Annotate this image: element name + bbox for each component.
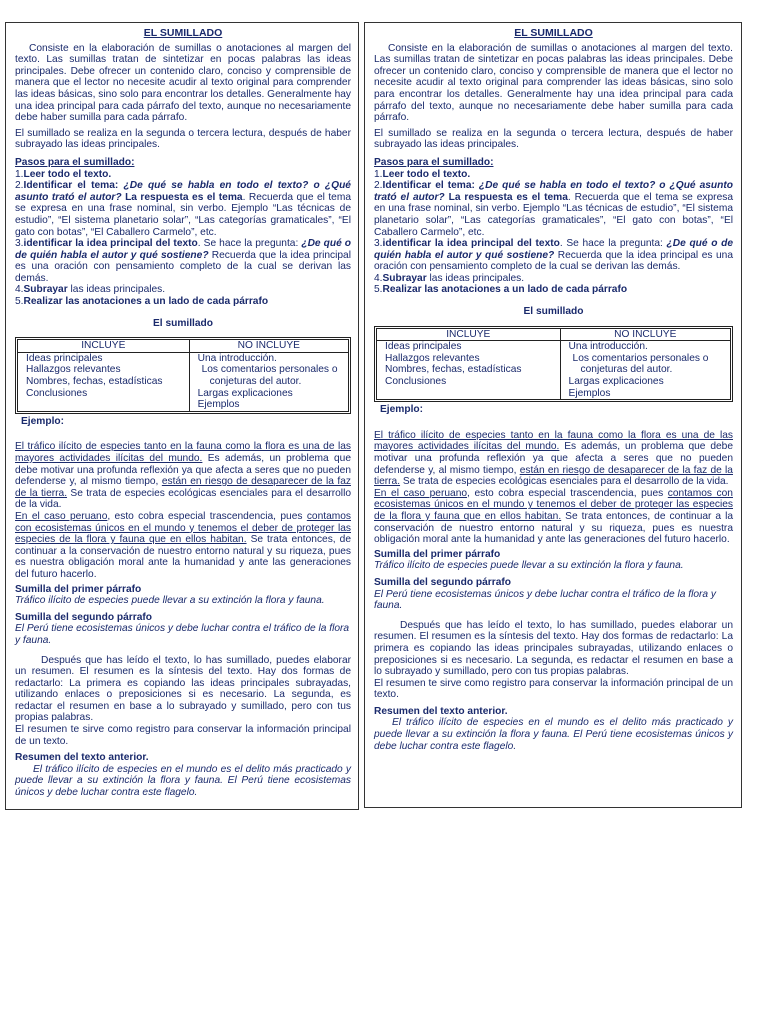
step-2-answer: La respuesta es el tema xyxy=(448,191,568,203)
step-1: 1.Leer todo el texto. xyxy=(15,168,112,180)
header-no-incluye: NO INCLUYE xyxy=(561,329,730,342)
example-text: , esto cobra especial trascendencia, pues xyxy=(107,510,303,522)
step-2-question: ¿De qué se habla en todo el texto? o ¿Qué asunto trató el autor? xyxy=(374,180,733,203)
right-page-panel xyxy=(364,22,742,808)
underlined-main-idea: contamos con ecosistemas únicos en el mundo y tenemos el deber de proteger las especies de la flora y fauna que en ellos habitan. xyxy=(15,510,351,546)
step-1-text: Leer todo el texto. xyxy=(382,168,471,180)
sumillado-table xyxy=(15,337,351,414)
no-incluye-item: conjeturas del autor. xyxy=(209,376,302,388)
no-incluye-item: Largas explicaciones xyxy=(568,376,664,388)
header-incluye: INCLUYE xyxy=(18,340,190,353)
example-text: Es además, un problema que debe motivar una profunda reflexión ya que afecta a seres que no pueden defenderse y, al mismo tiempo, xyxy=(15,453,351,488)
example-text: , esto cobra especial trascendencia, pues xyxy=(467,487,664,499)
intro-paragraph: Consiste en la elaboración de sumillas o anotaciones al margen del texto. Las sumillas tratan de sintetizar en pocas palabras las ideas principales. Debe ofrecer un contenido claro, conciso y comprensible de manera que el lector no necesite acudir al texto original para comprender las ideas básicas, sino solo para encontrar los detalles. Generalmente hay una idea principal para cada párrafo del texto, aunque no necesariamente debe haber sumilla para cada párrafo. xyxy=(15,42,351,124)
no-incluye-item: Los comentarios personales o xyxy=(201,364,338,376)
no-incluye-item: Los comentarios personales o xyxy=(572,352,709,364)
step-2-detail: . Recuerda que el tema se expresa en una frase nominal, sin verbo. Ejemplo “Las técnicas de estudio”, “El sistema planetario solar”, “Las categorías gramaticales”, “El gato con botas”, “El Caballero Carmelo”, etc. xyxy=(15,191,351,238)
underlined-idea: están en riesgo de desaparecer de la faz de la tierra. xyxy=(374,464,733,488)
no-incluye-list xyxy=(561,341,730,399)
summary-1-label: Sumilla del primer párrafo xyxy=(374,548,501,560)
step-4-label: Subrayar xyxy=(23,284,68,296)
incluye-list xyxy=(18,353,190,411)
no-incluye-list xyxy=(190,353,348,411)
underlined-idea: En el caso peruano xyxy=(374,487,468,499)
resumen-text: El tráfico ilícito de especies en el mundo es el delito más practicado y puede llevar a su extinción la flora y fauna. El Perú tiene ecosistemas únicos y debe luchar contra este flagelo. xyxy=(15,763,351,799)
steps-heading: Pasos para el sumillado: xyxy=(15,156,135,168)
underlined-main-idea: El tráfico ilícito de especies tanto en la fauna como la flora es una de las mayores actividades ilícitas del mundo. xyxy=(15,441,351,464)
summary-1-text: Tráfico ilícito de especies puede llevar a su extinción la flora y fauna. xyxy=(15,595,325,607)
step-3: 3.identificar la idea principal del texto. Se hace la pregunta: ¿De qué o de quién habla el autor y qué sostiene? Recuerda que la idea principal es una oración con pensamiento completo de la cual se derivan las demás. xyxy=(374,238,733,273)
step-5-text: Realizar las anotaciones a un lado de cada párrafo xyxy=(23,296,269,308)
underlined-idea: están en riesgo de desaparecer de la faz de la tierra. xyxy=(15,476,351,499)
step-4-detail: las ideas principales. xyxy=(429,272,525,284)
after-paragraph-2: El resumen te sirve como registro para conservar la información principal de un texto. xyxy=(374,677,733,701)
example-text: Se trata de especies ecológicas esenciales para el desarrollo de la vida. xyxy=(402,476,729,488)
document-column xyxy=(15,28,351,799)
step-4: 4.Subrayar las ideas principales. xyxy=(15,284,166,296)
step-3-prompt: . Se hace la pregunta: xyxy=(559,238,663,250)
example-paragraph-2 xyxy=(15,511,351,581)
summary-2-label: Sumilla del segundo párrafo xyxy=(374,576,511,588)
no-incluye-item: Ejemplos xyxy=(568,387,611,399)
underlined-idea: En el caso peruano xyxy=(15,510,108,522)
incluye-list xyxy=(377,341,561,399)
example-label: Ejemplo: xyxy=(380,404,424,416)
step-1-text: Leer todo el texto. xyxy=(23,168,112,180)
left-page-panel xyxy=(5,22,359,810)
example-paragraph-1 xyxy=(15,441,351,511)
summary-2-label: Sumilla del segundo párrafo xyxy=(15,611,152,623)
step-2-label: Identificar el tema: xyxy=(382,180,475,192)
resumen-label: Resumen del texto anterior. xyxy=(374,705,508,717)
incluye-item: Conclusiones xyxy=(385,376,447,388)
header-incluye: INCLUYE xyxy=(377,329,561,342)
incluye-item: Ideas principales xyxy=(385,341,462,353)
second-paragraph: El sumillado se realiza en la segunda o tercera lectura, después de haber subrayado las ideas principales. xyxy=(15,127,351,151)
step-4: 4.Subrayar las ideas principales. xyxy=(374,272,525,284)
summary-2-text: El Perú tiene ecosistemas únicos y debe luchar contra el tráfico de la flora y fauna. xyxy=(374,588,717,612)
example-label: Ejemplo: xyxy=(21,415,65,427)
step-2: 2.Identificar el tema: ¿De qué se habla en todo el texto? o ¿Qué asunto trató el autor? La respuesta es el tema. Recuerda que el tema se expresa en una frase nominal, sin verbo. Ejemplo “Las técnicas de estudio”, “El sistema planetario solar”, “Las categorías gramaticales”, “El gato con botas”, “El Caballero Carmelo”, etc. xyxy=(15,180,351,238)
resumen-label: Resumen del texto anterior. xyxy=(15,752,149,764)
no-incluye-item: Una introducción. xyxy=(197,352,277,364)
document-title: EL SUMILLADO xyxy=(514,27,593,39)
incluye-item: Conclusiones xyxy=(26,387,88,399)
document-title: EL SUMILLADO xyxy=(143,27,223,39)
summary-1-text: Tráfico ilícito de especies puede llevar a su extinción la flora y fauna. xyxy=(374,560,684,572)
no-incluye-item: Ejemplos xyxy=(197,399,240,411)
step-4-detail: las ideas principales. xyxy=(70,284,166,296)
intro-paragraph: Consiste en la elaboración de sumillas o anotaciones al margen del texto. Las sumillas tratan de sintetizar en pocas palabras las ideas principales. Debe ofrecer un contenido claro, conciso y comprensible de manera que el lector no necesite acudir al texto original para comprender las ideas básicas, sino solo para encontrar los detalles. Generalmente hay una idea principal para cada párrafo del texto, aunque no necesariamente debe haber sumilla para cada párrafo. xyxy=(374,42,733,124)
step-5-text: Realizar las anotaciones a un lado de cada párrafo xyxy=(382,284,628,296)
steps-heading: Pasos para el sumillado: xyxy=(374,156,494,168)
example-text: Se trata entonces, de continuar a la conservación de nuestro entorno natural y su riqueza, pues es nuestra obligación moral ante la humanidad y ante las generaciones del futuro hacerlo. xyxy=(15,534,351,580)
resumen-text: El tráfico ilícito de especies en el mundo es el delito más practicado y puede llevar a su extinción la flora y fauna. El Perú tiene ecosistemas únicos y debe luchar contra este flagelo. xyxy=(374,717,733,752)
document-column xyxy=(374,28,733,752)
step-2-label: Identificar el tema: xyxy=(23,180,119,192)
example-paragraph-2 xyxy=(374,488,733,546)
step-2-answer: La respuesta es el tema xyxy=(125,191,243,203)
summary-1-label: Sumilla del primer párrafo xyxy=(15,583,142,595)
step-3-prompt: . Se hace la pregunta: xyxy=(197,238,299,250)
underlined-main-idea: El tráfico ilícito de especies tanto en la fauna como la flora es una de las mayores actividades ilícitas del mundo. xyxy=(374,429,733,453)
no-incluye-item: conjeturas del autor. xyxy=(580,364,673,376)
step-2-detail: . Recuerda que el tema se expresa en una frase nominal, sin verbo. Ejemplo “Las técnicas de estudio”, “El sistema planetario solar”, “Las categorías gramaticales”, “El gato con botas”, “El Caballero Carmelo”, etc. xyxy=(374,191,733,238)
second-paragraph: El sumillado se realiza en la segunda o tercera lectura, después de haber subrayado las ideas principales. xyxy=(374,127,733,151)
sumillado-table xyxy=(374,326,733,403)
summary-2-text: El Perú tiene ecosistemas únicos y debe luchar contra el tráfico de la flora y fauna. xyxy=(15,623,350,646)
step-5: 5.Realizar las anotaciones a un lado de cada párrafo xyxy=(374,284,628,296)
header-no-incluye: NO INCLUYE xyxy=(190,340,348,353)
no-incluye-item: Una introducción. xyxy=(568,341,648,353)
table-title: El sumillado xyxy=(523,306,584,318)
incluye-item: Ideas principales xyxy=(26,352,103,364)
step-3-detail: Recuerda que la idea principal es una oración con pensamiento completo de la cual se derivan las demás. xyxy=(15,249,351,284)
example-text: Es además, un problema que debe motivar una profunda reflexión ya que afecta a seres que no pueden defenderse y, al mismo tiempo, xyxy=(374,441,733,476)
step-3-question: ¿De qué o de quién habla el autor y qué sostiene? xyxy=(15,238,351,261)
step-3-question: ¿De qué o de quién habla el autor y qué sostiene? xyxy=(374,238,733,261)
left-page-content xyxy=(15,28,351,799)
example-paragraph-1 xyxy=(374,430,733,488)
table-title: El sumillado xyxy=(152,317,213,329)
step-5: 5.Realizar las anotaciones a un lado de cada párrafo xyxy=(15,296,269,308)
step-3-detail: Recuerda que la idea principal es una oración con pensamiento completo de la cual se derivan las demás. xyxy=(374,249,733,273)
underlined-main-idea: contamos con ecosistemas únicos en el mundo y tenemos el deber de proteger las especies de la flora y fauna que en ellos habitan. xyxy=(374,487,733,522)
incluye-item: Hallazgos relevantes xyxy=(385,352,480,364)
step-3: 3.identificar la idea principal del texto. Se hace la pregunta: ¿De qué o de quién habla el autor y qué sostiene? Recuerda que la idea principal es una oración con pensamiento completo de la cual se derivan las demás. xyxy=(15,238,351,284)
step-2-question: ¿De qué se habla en todo el texto? o ¿Qué asunto trató el autor? xyxy=(15,180,351,203)
incluye-item: Nombres, fechas, estadísticas xyxy=(385,364,522,376)
step-2: 2.Identificar el tema: ¿De qué se habla en todo el texto? o ¿Qué asunto trató el autor? La respuesta es el tema. Recuerda que el tema se expresa en una frase nominal, sin verbo. Ejemplo “Las técnicas de estudio”, “El sistema planetario solar”, “Las categorías gramaticales”, “El gato con botas”, “El Caballero Carmelo”, etc. xyxy=(374,180,733,238)
step-1: 1.Leer todo el texto. xyxy=(374,168,471,180)
step-3-label: identificar la idea principal del texto xyxy=(23,238,198,250)
example-text: Se trata de especies ecológicas esenciales para el desarrollo de la vida. xyxy=(15,487,352,511)
incluye-item: Hallazgos relevantes xyxy=(26,364,121,376)
no-incluye-item: Largas explicaciones xyxy=(197,387,293,399)
after-paragraph: Después que has leído el texto, lo has sumillado, puedes elaborar un resumen. El resumen es la síntesis del texto. Hay dos formas de redactarlo: La primera es copiando las ideas principales subrayadas, utilizando enlaces o preposiciones si es necesario. La segunda, es redactar el resumen en base a lo subrayado y sumillado, pero con tus propias palabras. xyxy=(15,654,351,724)
incluye-item: Nombres, fechas, estadísticas xyxy=(26,376,163,388)
after-paragraph-2: El resumen te sirve como registro para conservar la información principal de un texto. xyxy=(15,724,351,747)
step-3-label: identificar la idea principal del texto xyxy=(382,238,560,250)
example-text: Se trata entonces, de continuar a la conservación de nuestro entorno natural y su riqueza, pues es nuestra obligación moral ante la humanidad y ante las generaciones del futuro hacerlo. xyxy=(374,510,734,546)
step-4-label: Subrayar xyxy=(382,272,427,284)
after-paragraph: Después que has leído el texto, lo has sumillado, puedes elaborar un resumen. El resumen es la síntesis del texto. Hay dos formas de redactarlo: La primera es copiando las ideas principales subrayadas, utilizando enlaces o preposiciones si es necesario. La segunda, es redactar el resumen en base a lo subrayado y sumillado, pero con tus propias palabras. xyxy=(374,619,733,678)
right-page-content xyxy=(374,28,733,752)
